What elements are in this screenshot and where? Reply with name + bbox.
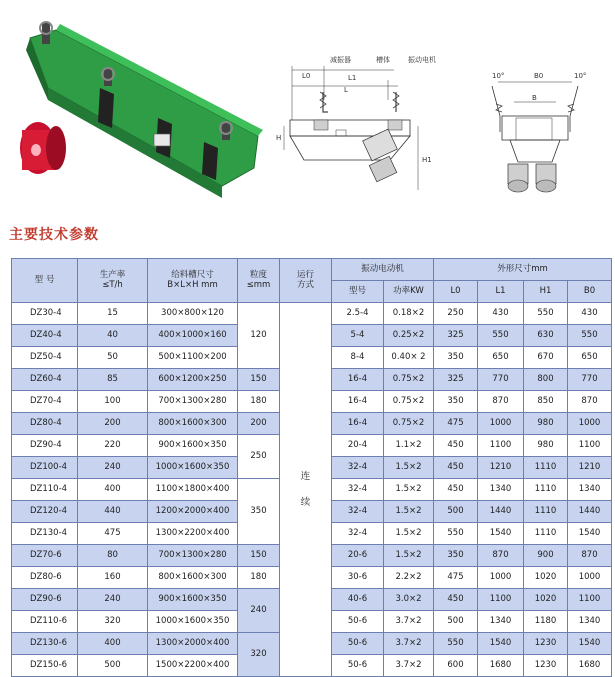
cell-model: DZ90-4	[12, 435, 78, 457]
cell-h1: 1110	[524, 479, 568, 501]
cell-model: DZ80-4	[12, 413, 78, 435]
cell-trough-size: 1000×1600×350	[148, 457, 238, 479]
cell-model: DZ120-4	[12, 501, 78, 523]
cell-l0: 325	[434, 369, 478, 391]
cell-motor-power: 0.25×2	[384, 325, 434, 347]
cell-motor-model: 16-4	[332, 369, 384, 391]
cell-b0: 870	[568, 545, 612, 567]
cell-capacity: 85	[78, 369, 148, 391]
cell-model: DZ150-6	[12, 655, 78, 677]
cell-trough-size: 800×1600×300	[148, 413, 238, 435]
cell-b0: 1340	[568, 611, 612, 633]
cell-model: DZ50-4	[12, 347, 78, 369]
cell-l1: 1340	[478, 611, 524, 633]
cell-l1: 650	[478, 347, 524, 369]
cell-l0: 250	[434, 303, 478, 325]
cell-l1: 1100	[478, 589, 524, 611]
cell-trough-size: 1300×2000×400	[148, 633, 238, 655]
cell-b0: 1340	[568, 479, 612, 501]
spec-table	[11, 258, 612, 677]
cell-capacity: 400	[78, 633, 148, 655]
cell-h1: 900	[524, 545, 568, 567]
cell-granularity: 350	[238, 479, 280, 545]
label-h1: H1	[422, 156, 432, 164]
cell-l1: 770	[478, 369, 524, 391]
cell-motor-power: 1.5×2	[384, 545, 434, 567]
cell-motor-power: 0.75×2	[384, 369, 434, 391]
cell-motor-power: 1.5×2	[384, 457, 434, 479]
header-l1: L1	[478, 281, 524, 303]
cell-l0: 350	[434, 545, 478, 567]
cell-granularity: 180	[238, 567, 280, 589]
header-b0: B0	[568, 281, 612, 303]
cell-motor-model: 8-4	[332, 347, 384, 369]
cell-b0: 1210	[568, 457, 612, 479]
cell-motor-model: 30-6	[332, 567, 384, 589]
header-trough-size: 给料槽尺寸 B×L×H mm	[148, 259, 238, 303]
cell-h1: 980	[524, 413, 568, 435]
front-view-diagram	[470, 70, 600, 200]
label-b0: B0	[534, 72, 544, 80]
cell-trough-size: 900×1600×350	[148, 435, 238, 457]
cell-h1: 630	[524, 325, 568, 347]
cell-motor-power: 0.75×2	[384, 413, 434, 435]
cell-l0: 450	[434, 457, 478, 479]
cell-granularity: 120	[238, 303, 280, 369]
header-granularity: 粒度 ≤mm	[238, 259, 280, 303]
header-motor-power: 功率KW	[384, 281, 434, 303]
cell-model: DZ80-6	[12, 567, 78, 589]
cell-motor-model: 5-4	[332, 325, 384, 347]
cell-l1: 1680	[478, 655, 524, 677]
cell-trough-size: 300×800×120	[148, 303, 238, 325]
cell-h1: 550	[524, 303, 568, 325]
cell-h1: 1020	[524, 567, 568, 589]
cell-model: DZ110-4	[12, 479, 78, 501]
cell-l0: 350	[434, 347, 478, 369]
cell-trough-size: 1200×2000×400	[148, 501, 238, 523]
cell-l0: 350	[434, 391, 478, 413]
cell-trough-size: 500×1100×200	[148, 347, 238, 369]
cell-l1: 1340	[478, 479, 524, 501]
cell-h1: 1110	[524, 501, 568, 523]
cell-h1: 1110	[524, 523, 568, 545]
cell-b0: 550	[568, 325, 612, 347]
cell-capacity: 100	[78, 391, 148, 413]
header-l0: L0	[434, 281, 478, 303]
cell-motor-model: 20-4	[332, 435, 384, 457]
cell-motor-model: 50-6	[332, 655, 384, 677]
cell-l0: 475	[434, 413, 478, 435]
cell-b0: 650	[568, 347, 612, 369]
cell-l0: 450	[434, 435, 478, 457]
cell-motor-power: 0.40× 2	[384, 347, 434, 369]
cell-trough-size: 700×1300×280	[148, 391, 238, 413]
cell-l0: 550	[434, 633, 478, 655]
cell-model: DZ70-4	[12, 391, 78, 413]
cell-b0: 1100	[568, 589, 612, 611]
cell-h1: 1020	[524, 589, 568, 611]
cell-trough-size: 600×1200×250	[148, 369, 238, 391]
label-h: H	[276, 134, 282, 142]
cell-b0: 1000	[568, 567, 612, 589]
cell-granularity: 320	[238, 633, 280, 677]
side-view-diagram	[268, 50, 448, 200]
cell-motor-power: 1.1×2	[384, 435, 434, 457]
cell-motor-model: 16-4	[332, 391, 384, 413]
label-angle-right: 10°	[574, 72, 587, 80]
cell-h1: 1110	[524, 457, 568, 479]
cell-granularity: 240	[238, 589, 280, 633]
cell-model: DZ40-4	[12, 325, 78, 347]
cell-trough-size: 1000×1600×350	[148, 611, 238, 633]
label-l0: L0	[302, 72, 311, 80]
cell-trough-size: 900×1600×350	[148, 589, 238, 611]
cell-l0: 500	[434, 611, 478, 633]
cell-b0: 1440	[568, 501, 612, 523]
cell-motor-model: 20-6	[332, 545, 384, 567]
cell-trough-size: 700×1300×280	[148, 545, 238, 567]
cell-l0: 325	[434, 325, 478, 347]
cell-trough-size: 1300×2200×400	[148, 523, 238, 545]
cell-l0: 475	[434, 567, 478, 589]
cell-model: DZ70-6	[12, 545, 78, 567]
cell-trough-size: 400×1000×160	[148, 325, 238, 347]
cell-l1: 1000	[478, 567, 524, 589]
cell-motor-power: 3.7×2	[384, 655, 434, 677]
cell-model: DZ30-4	[12, 303, 78, 325]
cell-operation-mode: 连 续	[280, 303, 332, 677]
cell-model: DZ60-4	[12, 369, 78, 391]
header-dimensions: 外形尺寸mm	[434, 259, 612, 281]
cell-h1: 1230	[524, 633, 568, 655]
cell-l1: 870	[478, 391, 524, 413]
cell-capacity: 50	[78, 347, 148, 369]
cell-b0: 1000	[568, 413, 612, 435]
cell-b0: 1540	[568, 633, 612, 655]
label-motor: 振动电机	[408, 56, 436, 64]
cell-motor-model: 32-4	[332, 523, 384, 545]
cell-capacity: 80	[78, 545, 148, 567]
cell-l1: 1540	[478, 523, 524, 545]
cell-capacity: 200	[78, 413, 148, 435]
cell-l0: 450	[434, 479, 478, 501]
cell-h1: 1230	[524, 655, 568, 677]
cell-l1: 1440	[478, 501, 524, 523]
cell-l1: 1210	[478, 457, 524, 479]
cell-l1: 1000	[478, 413, 524, 435]
cell-motor-power: 1.5×2	[384, 479, 434, 501]
header-vibration-motor: 振动电动机	[332, 259, 434, 281]
cell-model: DZ100-4	[12, 457, 78, 479]
cell-model: DZ130-4	[12, 523, 78, 545]
cell-model: DZ130-6	[12, 633, 78, 655]
cell-l1: 430	[478, 303, 524, 325]
cell-motor-model: 50-6	[332, 611, 384, 633]
cell-motor-power: 1.5×2	[384, 501, 434, 523]
cell-motor-power: 1.5×2	[384, 523, 434, 545]
cell-h1: 980	[524, 435, 568, 457]
cell-l1: 1540	[478, 633, 524, 655]
cell-motor-model: 16-4	[332, 413, 384, 435]
cell-b0: 1540	[568, 523, 612, 545]
table-row	[12, 303, 612, 325]
cell-capacity: 440	[78, 501, 148, 523]
cell-model: DZ110-6	[12, 611, 78, 633]
cell-motor-model: 2.5-4	[332, 303, 384, 325]
cell-capacity: 475	[78, 523, 148, 545]
cell-l1: 550	[478, 325, 524, 347]
cell-l0: 550	[434, 523, 478, 545]
cell-motor-model: 50-6	[332, 633, 384, 655]
cell-l1: 870	[478, 545, 524, 567]
header-motor-model: 型号	[332, 281, 384, 303]
cell-motor-power: 3.7×2	[384, 611, 434, 633]
cell-motor-power: 0.75×2	[384, 391, 434, 413]
cell-motor-model: 40-6	[332, 589, 384, 611]
cell-b0: 430	[568, 303, 612, 325]
header-h1: H1	[524, 281, 568, 303]
cell-l0: 450	[434, 589, 478, 611]
cell-h1: 800	[524, 369, 568, 391]
cell-motor-model: 32-4	[332, 457, 384, 479]
cell-model: DZ90-6	[12, 589, 78, 611]
cell-l0: 500	[434, 501, 478, 523]
cell-motor-model: 32-4	[332, 501, 384, 523]
cell-capacity: 220	[78, 435, 148, 457]
cell-h1: 850	[524, 391, 568, 413]
cell-granularity: 200	[238, 413, 280, 435]
label-l1: L1	[348, 74, 357, 82]
cell-granularity: 250	[238, 435, 280, 479]
cell-capacity: 240	[78, 589, 148, 611]
cell-capacity: 320	[78, 611, 148, 633]
cell-b0: 870	[568, 391, 612, 413]
cell-granularity: 150	[238, 545, 280, 567]
cell-b0: 1100	[568, 435, 612, 457]
cell-b0: 770	[568, 369, 612, 391]
cell-capacity: 160	[78, 567, 148, 589]
cell-l1: 1100	[478, 435, 524, 457]
cell-trough-size: 800×1600×300	[148, 567, 238, 589]
cell-trough-size: 1100×1800×400	[148, 479, 238, 501]
cell-capacity: 40	[78, 325, 148, 347]
cell-motor-power: 3.7×2	[384, 633, 434, 655]
section-title: 主要技术参数	[9, 227, 99, 243]
cell-granularity: 150	[238, 369, 280, 391]
cell-b0: 1680	[568, 655, 612, 677]
cell-h1: 670	[524, 347, 568, 369]
header-model: 型 号	[12, 259, 78, 303]
cell-motor-power: 3.0×2	[384, 589, 434, 611]
cell-granularity: 180	[238, 391, 280, 413]
cell-h1: 1180	[524, 611, 568, 633]
label-trough: 槽体	[376, 56, 390, 64]
vibrating-feeder-photo	[8, 18, 270, 208]
label-l: L	[344, 86, 348, 94]
cell-l0: 600	[434, 655, 478, 677]
cell-motor-power: 2.2×2	[384, 567, 434, 589]
cell-capacity: 240	[78, 457, 148, 479]
header-capacity: 生产率 ≤T/h	[78, 259, 148, 303]
cell-capacity: 400	[78, 479, 148, 501]
cell-trough-size: 1500×2200×400	[148, 655, 238, 677]
cell-motor-model: 32-4	[332, 479, 384, 501]
label-angle-left: 10°	[492, 72, 505, 80]
cell-capacity: 15	[78, 303, 148, 325]
cell-capacity: 500	[78, 655, 148, 677]
header-operation: 运行 方式	[280, 259, 332, 303]
label-shock-absorber: 减振器	[330, 56, 351, 64]
label-b: B	[532, 94, 537, 102]
cell-motor-power: 0.18×2	[384, 303, 434, 325]
